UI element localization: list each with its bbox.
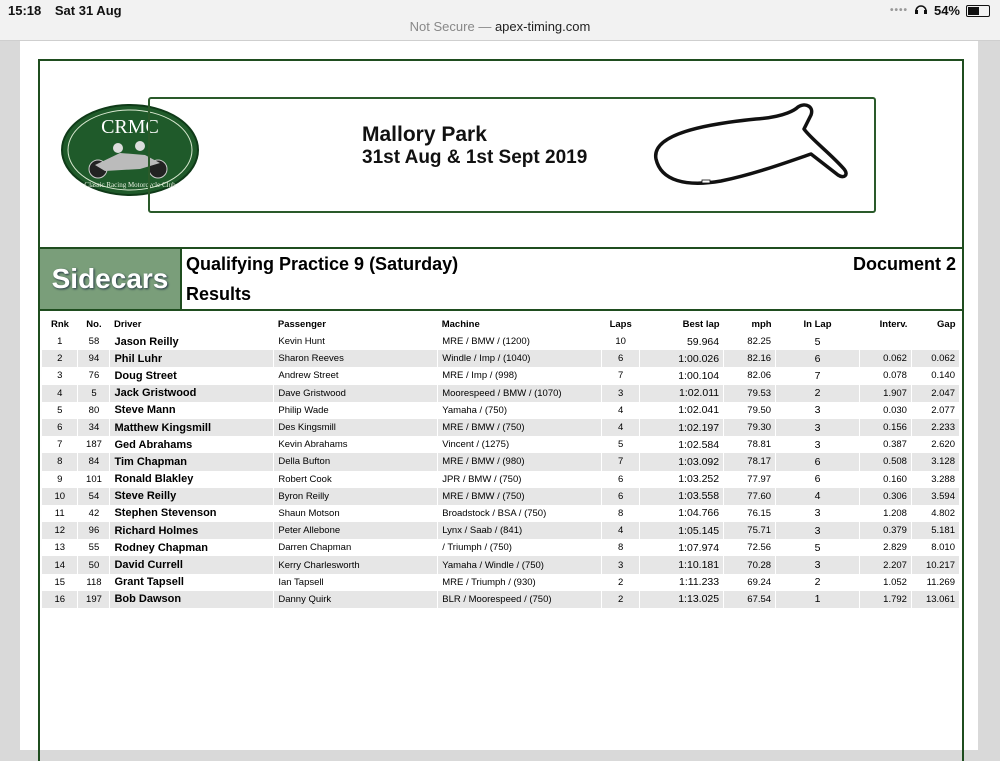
- web-page: [20, 41, 978, 750]
- cell-driver: Rodney Chapman: [110, 539, 274, 556]
- cell-machine: Windle / Imp / (1040): [438, 350, 602, 367]
- track-map-icon: [646, 99, 851, 207]
- cell-laps: 5: [602, 436, 640, 453]
- cell-gap: 2.047: [911, 385, 959, 402]
- table-row: [42, 471, 960, 488]
- cell-passenger: Shaun Motson: [274, 505, 438, 522]
- cell-interval: 0.078: [859, 367, 911, 384]
- col-mph: mph: [751, 318, 772, 330]
- cell-rank: 15: [42, 574, 78, 591]
- status-left: [8, 3, 132, 18]
- cell-driver: Phil Luhr: [110, 350, 274, 367]
- cell-best-lap: 1:02.197: [640, 419, 724, 436]
- cell-number: 54: [78, 488, 110, 505]
- cell-mph: 79.53: [724, 385, 776, 402]
- status-time: 15:18: [8, 3, 42, 18]
- cell-passenger: Philip Wade: [274, 402, 438, 419]
- cell-driver: Doug Street: [110, 367, 274, 384]
- cell-best-lap: 59.964: [640, 333, 724, 350]
- cell-passenger: Peter Allebone: [274, 522, 438, 539]
- url-domain[interactable]: apex-timing.com: [494, 19, 591, 34]
- cell-mph: 82.25: [724, 333, 776, 350]
- session-title: Qualifying Practice 9 (Saturday): [186, 254, 459, 274]
- col-machine: Machine: [441, 318, 480, 330]
- cell-number: 42: [78, 505, 110, 522]
- cell-driver: Bob Dawson: [110, 591, 274, 608]
- cell-in-lap: 3: [776, 402, 860, 419]
- cell-gap: 11.269: [911, 574, 959, 591]
- cell-laps: 4: [602, 402, 640, 419]
- cell-gap: 4.802: [911, 505, 959, 522]
- table-row: [42, 385, 960, 402]
- cell-passenger: Andrew Street: [274, 367, 438, 384]
- table-row: [42, 436, 960, 453]
- cell-rank: 4: [42, 385, 78, 402]
- cell-in-lap: 3: [776, 522, 860, 539]
- col-laps: Laps: [609, 318, 632, 330]
- cell-laps: 6: [602, 488, 640, 505]
- cell-interval: 0.379: [859, 522, 911, 539]
- cell-laps: 4: [602, 522, 640, 539]
- table-row: [42, 419, 960, 436]
- status-date: Sat 31 Aug: [54, 3, 122, 18]
- cell-rank: 16: [42, 591, 78, 608]
- logo-subtext: Classic Racing Motorcycle Club: [84, 181, 176, 189]
- cell-mph: 79.50: [724, 402, 776, 419]
- cell-passenger: Kevin Hunt: [274, 333, 438, 350]
- cell-number: 101: [78, 471, 110, 488]
- cell-number: 34: [78, 419, 110, 436]
- cell-mph: 76.15: [724, 505, 776, 522]
- cell-interval: 0.156: [859, 419, 911, 436]
- cell-driver: David Currell: [110, 556, 274, 573]
- cell-number: 84: [78, 453, 110, 470]
- cell-rank: 8: [42, 453, 78, 470]
- col-interval: Interv.: [879, 318, 908, 330]
- cell-in-lap: 5: [776, 539, 860, 556]
- cell-mph: 82.16: [724, 350, 776, 367]
- cell-passenger: Ian Tapsell: [274, 574, 438, 591]
- cell-machine: Moorespeed / BMW / (1070): [438, 385, 602, 402]
- cell-mph: 78.17: [724, 453, 776, 470]
- cell-gap: 0.062: [911, 350, 959, 367]
- table-row: [42, 453, 960, 470]
- cell-rank: 11: [42, 505, 78, 522]
- cell-laps: 2: [602, 591, 640, 608]
- cell-gap: 13.061: [911, 591, 959, 608]
- cell-laps: 6: [602, 350, 640, 367]
- cell-laps: 7: [602, 367, 640, 384]
- cell-mph: 82.06: [724, 367, 776, 384]
- cell-driver: Ronald Blakley: [110, 471, 274, 488]
- cell-rank: 12: [42, 522, 78, 539]
- cell-passenger: Kevin Abrahams: [274, 436, 438, 453]
- cell-interval: 0.306: [859, 488, 911, 505]
- cell-rank: 1: [42, 333, 78, 350]
- cell-in-lap: 6: [776, 471, 860, 488]
- cell-best-lap: 1:13.025: [640, 591, 724, 608]
- cell-machine: / Triumph / (750): [438, 539, 602, 556]
- status-right: [890, 3, 990, 18]
- cell-machine: MRE / BMW / (1200): [438, 333, 602, 350]
- cell-number: 55: [78, 539, 110, 556]
- col-passenger: Passenger: [277, 318, 326, 330]
- cell-gap: 5.181: [911, 522, 959, 539]
- cell-best-lap: 1:00.104: [640, 367, 724, 384]
- cell-rank: 7: [42, 436, 78, 453]
- cell-driver: Tim Chapman: [110, 453, 274, 470]
- cell-best-lap: 1:02.011: [640, 385, 724, 402]
- cell-gap: 3.128: [911, 453, 959, 470]
- cell-laps: 8: [602, 539, 640, 556]
- col-in-lap: In Lap: [803, 318, 832, 330]
- cell-laps: 7: [602, 453, 640, 470]
- cell-rank: 13: [42, 539, 78, 556]
- cell-machine: MRE / Imp / (998): [438, 367, 602, 384]
- cell-driver: Ged Abrahams: [110, 436, 274, 453]
- cell-interval: 1.052: [859, 574, 911, 591]
- cell-rank: 10: [42, 488, 78, 505]
- cell-best-lap: 1:03.558: [640, 488, 724, 505]
- cell-passenger: Des Kingsmill: [274, 419, 438, 436]
- cell-passenger: Robert Cook: [274, 471, 438, 488]
- event-banner: [148, 97, 876, 213]
- cell-number: 50: [78, 556, 110, 573]
- cell-gap: 2.077: [911, 402, 959, 419]
- cell-gap: 2.233: [911, 419, 959, 436]
- table-header-row: [42, 315, 960, 333]
- cell-laps: 3: [602, 385, 640, 402]
- cell-interval: 0.508: [859, 453, 911, 470]
- cell-rank: 9: [42, 471, 78, 488]
- cell-best-lap: 1:07.974: [640, 539, 724, 556]
- cell-mph: 67.54: [724, 591, 776, 608]
- battery-icon: [966, 5, 990, 17]
- cell-best-lap: 1:02.584: [640, 436, 724, 453]
- cell-laps: 4: [602, 419, 640, 436]
- table-row: [42, 591, 960, 608]
- cell-mph: 78.81: [724, 436, 776, 453]
- cell-passenger: Danny Quirk: [274, 591, 438, 608]
- session-header: [40, 247, 962, 311]
- cell-driver: Grant Tapsell: [110, 574, 274, 591]
- cell-gap: 8.010: [911, 539, 959, 556]
- cell-in-lap: 1: [776, 591, 860, 608]
- cell-passenger: Dave Gristwood: [274, 385, 438, 402]
- cell-rank: 3: [42, 367, 78, 384]
- cell-number: 197: [78, 591, 110, 608]
- cell-number: 58: [78, 333, 110, 350]
- col-best-lap: Best lap: [682, 318, 720, 330]
- cell-in-lap: 2: [776, 574, 860, 591]
- col-rank: Rnk: [51, 318, 69, 330]
- cell-in-lap: 6: [776, 453, 860, 470]
- cell-in-lap: 5: [776, 333, 860, 350]
- table-row: [42, 367, 960, 384]
- cell-passenger: Kerry Charlesworth: [274, 556, 438, 573]
- cell-in-lap: 2: [776, 385, 860, 402]
- cell-rank: 5: [42, 402, 78, 419]
- table-row: [42, 402, 960, 419]
- table-row: [42, 333, 960, 350]
- cell-in-lap: 3: [776, 419, 860, 436]
- cell-passenger: Darren Chapman: [274, 539, 438, 556]
- cell-interval: 0.030: [859, 402, 911, 419]
- cell-in-lap: 4: [776, 488, 860, 505]
- cell-interval: 1.907: [859, 385, 911, 402]
- cell-in-lap: 3: [776, 505, 860, 522]
- cell-mph: 69.24: [724, 574, 776, 591]
- table-row: [42, 522, 960, 539]
- cell-interval: 2.207: [859, 556, 911, 573]
- table-row: [42, 488, 960, 505]
- cell-interval: 0.062: [859, 350, 911, 367]
- security-label: Not Secure —: [409, 19, 492, 34]
- cell-machine: MRE / BMW / (750): [438, 488, 602, 505]
- cell-number: 96: [78, 522, 110, 539]
- status-bar: [0, 0, 1000, 41]
- col-gap: Gap: [937, 318, 956, 330]
- cell-number: 76: [78, 367, 110, 384]
- cell-machine: MRE / BMW / (750): [438, 419, 602, 436]
- cell-mph: 75.71: [724, 522, 776, 539]
- cell-rank: 2: [42, 350, 78, 367]
- cell-interval: 2.829: [859, 539, 911, 556]
- cell-passenger: Byron Reilly: [274, 488, 438, 505]
- cell-best-lap: 1:10.181: [640, 556, 724, 573]
- cell-machine: BLR / Moorespeed / (750): [438, 591, 602, 608]
- cell-mph: 77.97: [724, 471, 776, 488]
- cell-best-lap: 1:05.145: [640, 522, 724, 539]
- cell-gap: 10.217: [911, 556, 959, 573]
- event-dates: 31st Aug & 1st Sept 2019: [362, 147, 588, 168]
- cell-number: 80: [78, 402, 110, 419]
- cell-gap: 2.620: [911, 436, 959, 453]
- col-number: No.: [86, 318, 102, 330]
- cell-laps: 6: [602, 471, 640, 488]
- cell-driver: Jason Reilly: [110, 333, 274, 350]
- cell-number: 118: [78, 574, 110, 591]
- table-row: [42, 556, 960, 573]
- cell-rank: 14: [42, 556, 78, 573]
- cell-interval: 0.160: [859, 471, 911, 488]
- cell-in-lap: 3: [776, 436, 860, 453]
- table-row: [42, 350, 960, 367]
- cell-best-lap: 1:00.026: [640, 350, 724, 367]
- cell-machine: Broadstock / BSA / (750): [438, 505, 602, 522]
- session-subtitle: Results: [186, 284, 252, 304]
- cell-number: 5: [78, 385, 110, 402]
- cell-mph: 79.30: [724, 419, 776, 436]
- race-class: Sidecars: [40, 249, 182, 309]
- cell-gap: 3.288: [911, 471, 959, 488]
- cell-interval: 1.792: [859, 591, 911, 608]
- cell-passenger: Della Bufton: [274, 453, 438, 470]
- headphones-icon: [914, 3, 928, 18]
- cell-gap: [911, 333, 959, 350]
- cell-best-lap: 1:04.766: [640, 505, 724, 522]
- cell-driver: Matthew Kingsmill: [110, 419, 274, 436]
- cell-interval: 1.208: [859, 505, 911, 522]
- cell-laps: 3: [602, 556, 640, 573]
- results-table: [42, 315, 960, 608]
- cell-interval: 0.387: [859, 436, 911, 453]
- cell-gap: 0.140: [911, 367, 959, 384]
- cell-gap: 3.594: [911, 488, 959, 505]
- cell-number: 94: [78, 350, 110, 367]
- cell-driver: Steve Reilly: [110, 488, 274, 505]
- cell-machine: Yamaha / Windle / (750): [438, 556, 602, 573]
- cell-in-lap: 6: [776, 350, 860, 367]
- cell-number: 187: [78, 436, 110, 453]
- battery-percent: 54%: [933, 3, 960, 18]
- cell-mph: 72.56: [724, 539, 776, 556]
- multitask-dots-icon[interactable]: ••••: [889, 5, 908, 16]
- document-number: Document 2: [852, 254, 956, 274]
- cell-in-lap: 7: [776, 367, 860, 384]
- cell-mph: 70.28: [724, 556, 776, 573]
- cell-driver: Richard Holmes: [110, 522, 274, 539]
- cell-interval: [859, 333, 911, 350]
- cell-passenger: Sharon Reeves: [274, 350, 438, 367]
- results-document: [38, 59, 964, 761]
- cell-machine: JPR / BMW / (750): [438, 471, 602, 488]
- logo-text: CRMC: [101, 116, 159, 138]
- address-bar[interactable]: [0, 19, 1000, 34]
- cell-laps: 2: [602, 574, 640, 591]
- table-row: [42, 574, 960, 591]
- cell-best-lap: 1:03.252: [640, 471, 724, 488]
- cell-best-lap: 1:02.041: [640, 402, 724, 419]
- venue-title: Mallory Park: [362, 123, 487, 146]
- cell-machine: Vincent / (1275): [438, 436, 602, 453]
- cell-machine: Lynx / Saab / (841): [438, 522, 602, 539]
- cell-driver: Jack Gristwood: [110, 385, 274, 402]
- cell-machine: MRE / Triumph / (930): [438, 574, 602, 591]
- cell-rank: 6: [42, 419, 78, 436]
- cell-best-lap: 1:11.233: [640, 574, 724, 591]
- table-row: [42, 539, 960, 556]
- cell-driver: Stephen Stevenson: [110, 505, 274, 522]
- table-row: [42, 505, 960, 522]
- cell-in-lap: 3: [776, 556, 860, 573]
- cell-mph: 77.60: [724, 488, 776, 505]
- cell-best-lap: 1:03.092: [640, 453, 724, 470]
- cell-laps: 8: [602, 505, 640, 522]
- col-driver: Driver: [113, 318, 142, 330]
- cell-driver: Steve Mann: [110, 402, 274, 419]
- cell-laps: 10: [602, 333, 640, 350]
- cell-machine: Yamaha / (750): [438, 402, 602, 419]
- cell-machine: MRE / BMW / (980): [438, 453, 602, 470]
